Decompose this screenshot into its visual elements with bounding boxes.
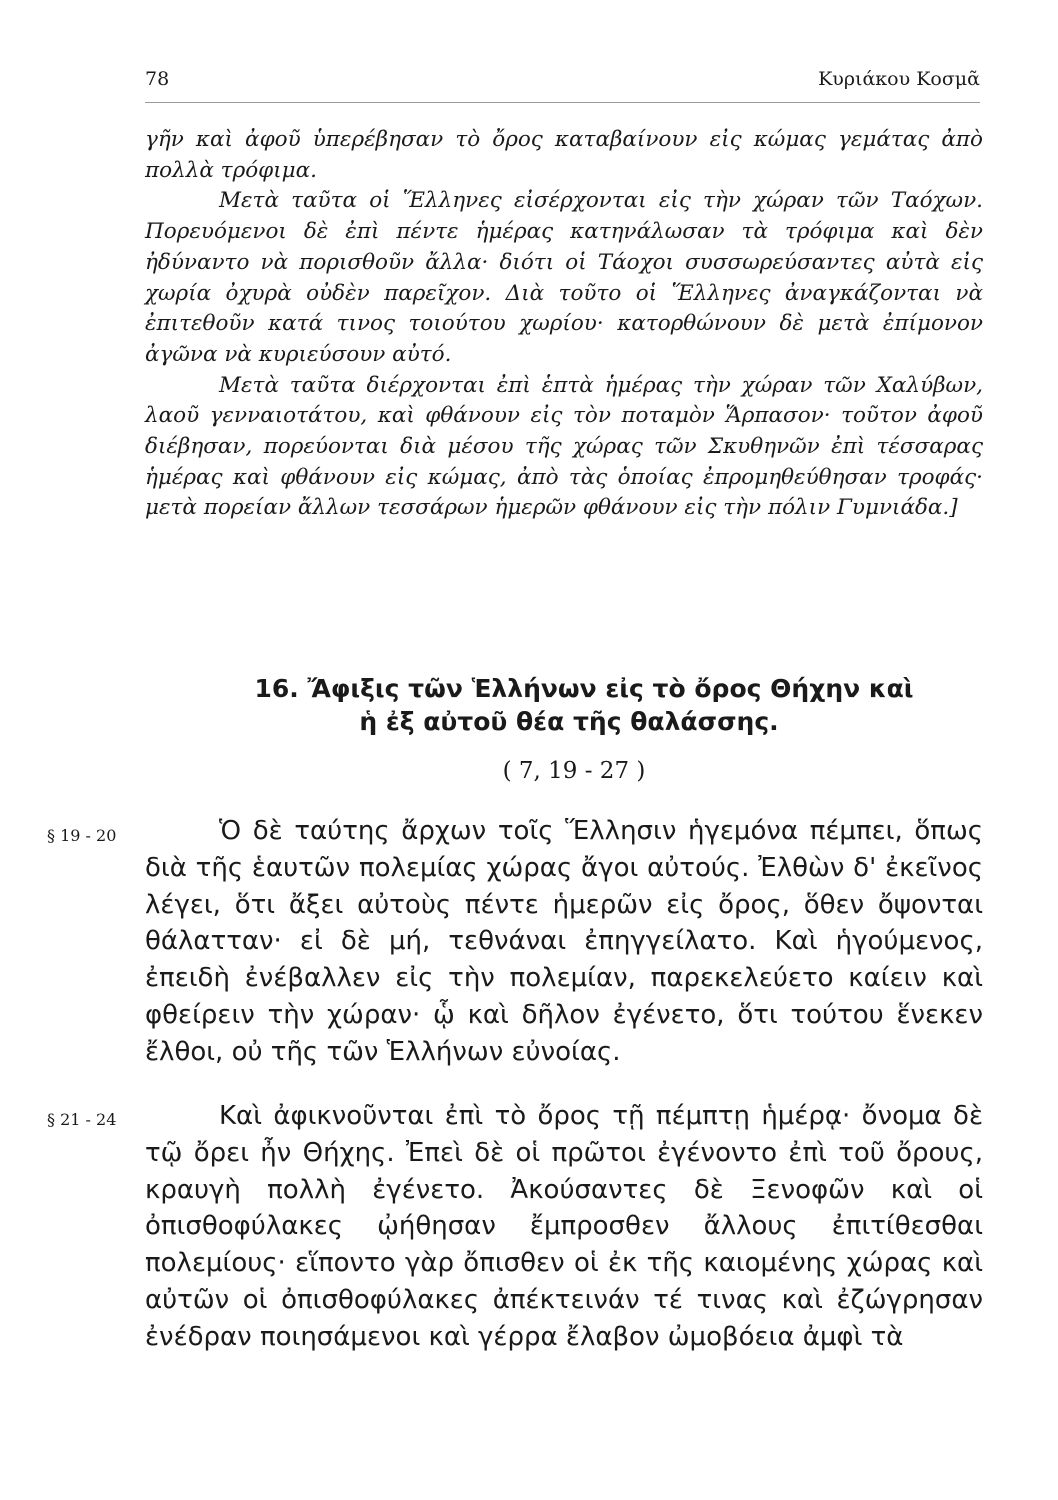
page-number: 78 <box>145 68 170 90</box>
section-reference: ( 7, 19 - 27 ) <box>502 758 646 784</box>
summary-paragraph: Μετὰ ταῦτα διέρχονται ἐπὶ ἑπτὰ ἡμέρας τὴν χώραν τῶν Χαλύβων, λαοῦ γενναιοτάτου, καὶ φθάνουν εἰς τὸν ποταμὸν Ἅρπασον· τοῦτον ἀφοῦ διέβησαν, πορεύονται διὰ μέσου τῆς χώρας τῶν Σκυθηνῶν ἐπὶ τέσσαρας ἡμέρας καὶ φθάνουν εἰς κώμας, ἀπὸ τὰς ὁποίας ἐπρομηθεύθησαν τροφάς· μετὰ πορείαν ἄλλων τεσσάρων ἡμερῶν φθάνουν εἰς τὴν πόλιν Γυμνιάδα.] <box>145 372 983 521</box>
margin-reference: § 19 - 20 <box>47 826 117 845</box>
section-title-line-1: 16. Ἄφιξις τῶν Ἑλλήνων εἰς τὸ ὄρος Θήχην καὶ <box>254 674 914 703</box>
summary-paragraph: Μετὰ ταῦτα οἱ Ἕλληνες εἰσέρχονται εἰς τὴν χώραν τῶν Ταόχων. Πορευόμενοι δὲ ἐπὶ πέντε ἡμέρας κατηνάλωσαν τὰ τρόφιμα καὶ δὲν ἠδύναντο νὰ πορισθοῦν ἄλλα· διότι οἱ Τάοχοι συσσωρεύσαντες αὐτὰ εἰς χωρία ὀχυρὰ οὐδὲν παρεῖχον. Διὰ τοῦτο οἱ Ἕλληνες ἀναγκάζονται νὰ ἐπιτεθοῦν κατά τινος τοιούτου χωρίου· κατορθώνουν δὲ μετὰ ἐπίμονον ἀγῶνα νὰ κυριεύσουν αὐτό. <box>145 188 983 367</box>
running-head: Κυριάκου Κοσμᾶ <box>818 68 980 90</box>
page-header <box>145 62 980 103</box>
section-title-line-2: ἡ ἐξ αὐτοῦ θέα τῆς θαλάσσης. <box>359 707 779 736</box>
summary-paragraph: γῆν καὶ ἀφοῦ ὑπερέβησαν τὸ ὄρος καταβαίνουν εἰς κώμας γεμάτας ἀπὸ πολλὰ τρόφιμα. <box>145 127 983 183</box>
margin-reference: § 21 - 24 <box>47 1110 117 1129</box>
section-heading <box>145 672 983 738</box>
greek-passage: Ὁ δὲ ταύτης ἄρχων τοῖς Ἕλλησιν ἡγεμόνα πέμπει, ὅπως διὰ τῆς ἑαυτῶν πολεμίας χώρας ἄγοι αὐτούς. Ἐλθὼν δ' ἐκεῖνος λέγει, ὅτι ἄξει αὐτοὺς πέντε ἡμερῶν εἰς ὄρος, ὅθεν ὄψονται θάλατταν· εἰ δὲ μή, τεθνάναι ἐπηγγείλατο. Καὶ ἡγούμενος, ἐπειδὴ ἐνέβαλλεν εἰς τὴν πολεμίαν, παρεκελεύετο καίειν καὶ φθείρειν τὴν χώραν· ᾧ καὶ δῆλον ἐγένετο, ὅτι τούτου ἕνεκεν ἔλθοι, οὐ τῆς τῶν Ἑλλήνων εὐνοίας. <box>145 816 983 1067</box>
italic-summary <box>145 125 983 524</box>
greek-passage: Καὶ ἀφικνοῦνται ἐπὶ τὸ ὄρος τῇ πέμπτῃ ἡμέρᾳ· ὄνομα δὲ τῷ ὄρει ἦν Θήχης. Ἐπεὶ δὲ οἱ πρῶτοι ἐγένοντο ἐπὶ τοῦ ὄρους, κραυγὴ πολλὴ ἐγένετο. Ἀκούσαντες δὲ Ξενοφῶν καὶ οἱ ὀπισθοφύλακες ᾠήθησαν ἔμπροσθεν ἄλλους ἐπιτίθεσθαι πολεμίους· εἵποντο γὰρ ὄπισθεν οἱ ἐκ τῆς καιομένης χώρας καὶ αὐτῶν οἱ ὀπισθοφύλακες ἀπέκτεινάν τέ τινας καὶ ἐζώγρησαν ἐνέδραν ποιησάμενοι καὶ γέρρα ἔλαβον ὠμοβόεια ἀμφὶ τὰ <box>145 1101 983 1352</box>
